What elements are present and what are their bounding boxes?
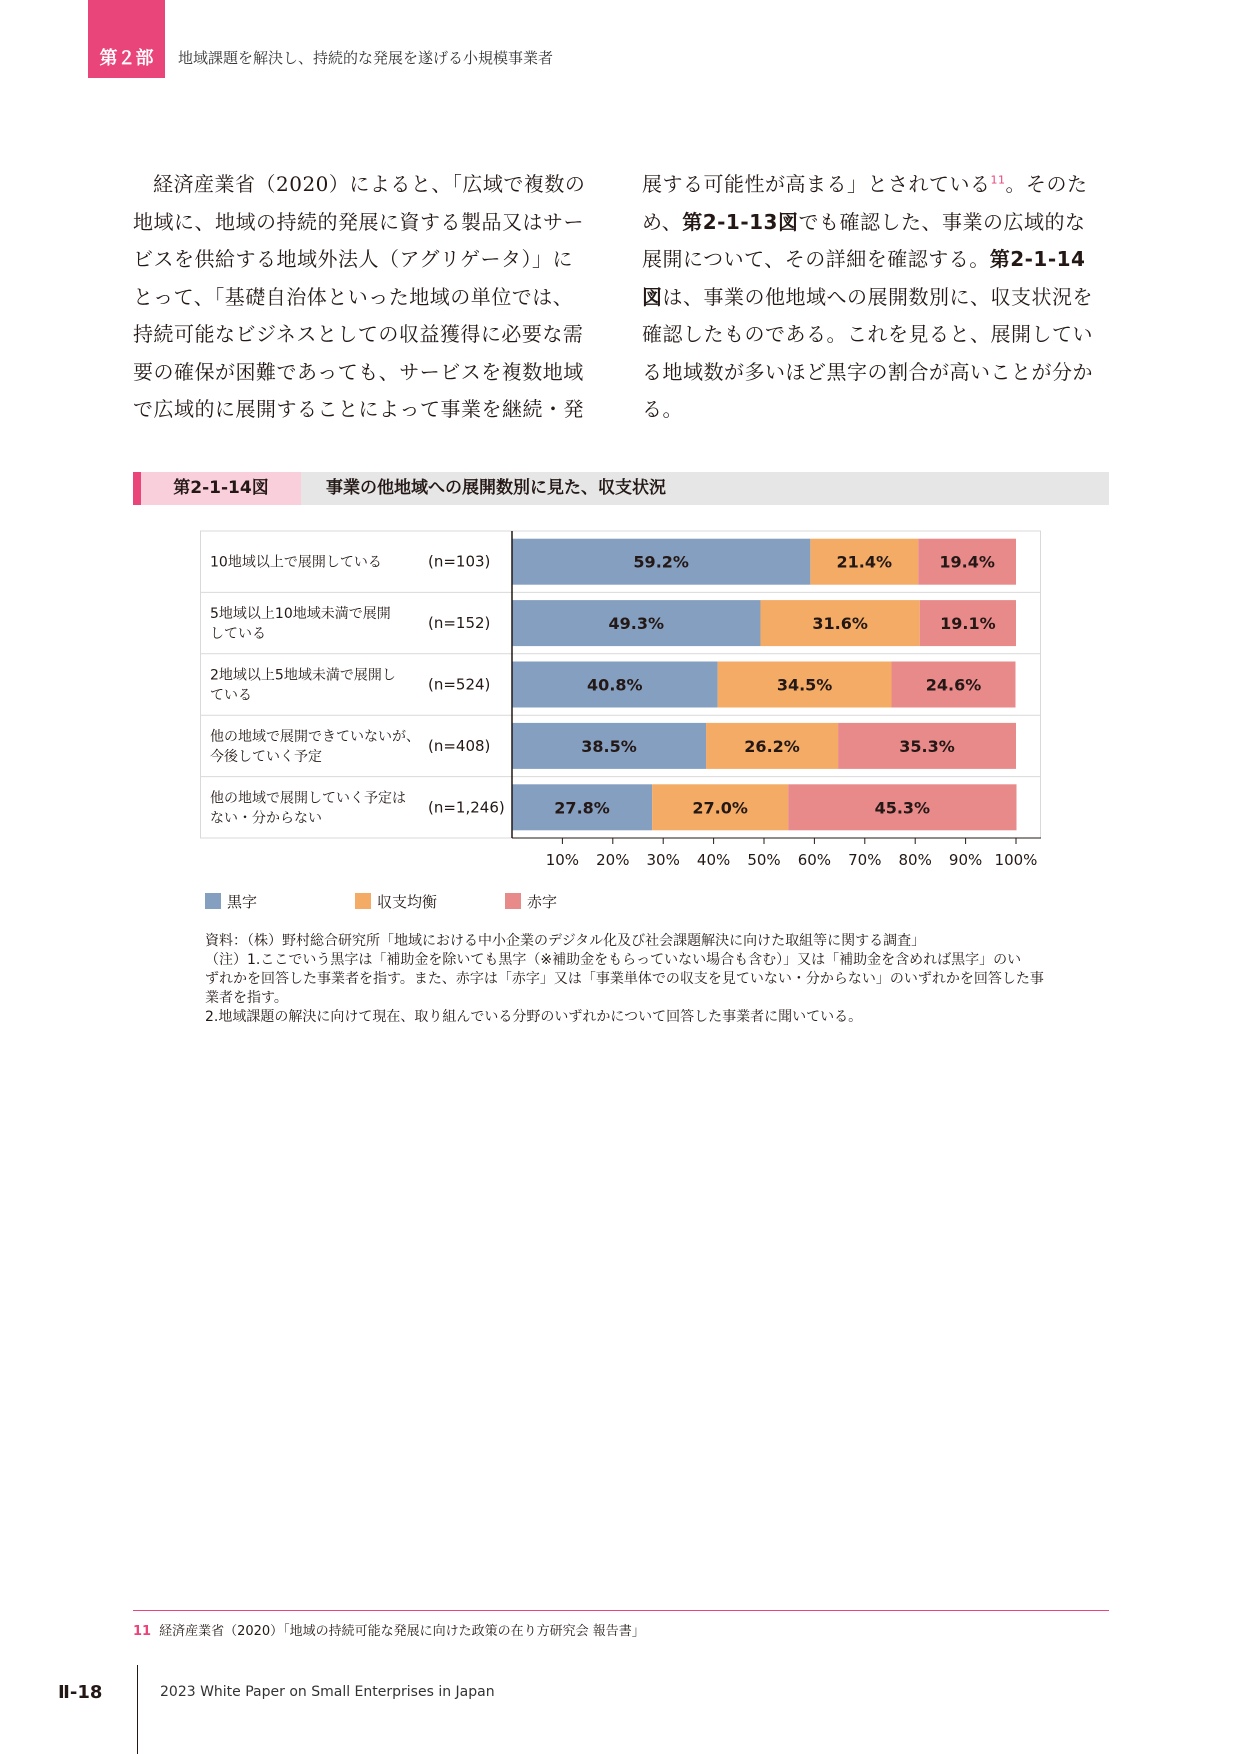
x-tick-label: 10%: [545, 851, 580, 869]
note-line: （注）1.ここでいう黒字は「補助金を除いても黒字（※補助金をもらっていない場合も含む）」又は「補助金を含めれば黒字」のい: [205, 952, 1022, 968]
category-label: 5地域以上10地域未満で展開: [210, 606, 391, 623]
x-tick-label: 50%: [747, 851, 781, 869]
data-label: 38.5%: [581, 736, 637, 756]
data-label: 19.1%: [940, 614, 996, 634]
figure-ref[interactable]: 第2-1-14: [989, 247, 1086, 271]
x-tick-label: 70%: [848, 851, 882, 869]
figure-header: [133, 472, 1109, 505]
n-label: (n=103): [428, 552, 491, 571]
body-line: 要の確保が困難であっても、サービスを複数地域: [133, 359, 584, 384]
figure-notes: [205, 932, 1045, 1027]
body-line: で広域的に展開することによって事業を継続・発: [133, 397, 584, 421]
body-right-column: [642, 166, 1112, 429]
note-line: ずれかを回答した事業者を指す。また、赤字は「赤字」又は「事業単体での収支を見ていない・分からない」のいずれかを回答した事: [205, 971, 1044, 987]
legend-item-black: [205, 891, 257, 912]
category-label: 今後していく予定: [210, 748, 322, 765]
legend-label: 赤字: [527, 893, 558, 911]
x-tick-label: 100%: [994, 851, 1038, 869]
n-label: (n=1,246): [428, 798, 505, 817]
data-label: 27.0%: [692, 798, 748, 818]
body-line: 持続可能なビジネスとしての収益獲得に必要な需: [133, 322, 584, 346]
note-line: 業者を指す。: [205, 990, 288, 1006]
category-label: ている: [210, 687, 252, 704]
body-text: 展開について、その詳細を確認する。: [642, 247, 990, 271]
data-label: 31.6%: [812, 614, 868, 634]
category-label: ない・分からない: [210, 810, 322, 827]
data-label: 26.2%: [744, 736, 800, 756]
figure-header-accent: [133, 472, 141, 505]
category-label: 10地域以上で展開している: [210, 554, 382, 571]
footnote-text: 経済産業省（2020）「地域の持続可能な発展に向けた政策の在り方研究会 報告書」: [159, 1624, 645, 1639]
body-left-column: [133, 166, 601, 429]
publication-title: 2023 White Paper on Small Enterprises in Japan: [160, 1684, 495, 1700]
body-text: でも確認した、事業の広域的な: [798, 209, 1086, 234]
legend-label: 黒字: [227, 893, 258, 911]
legend-swatch: [355, 893, 371, 909]
category-label: 他の地域で展開していく予定は: [210, 790, 406, 807]
figure-ref[interactable]: 第2-1-13図: [682, 209, 799, 234]
note-line: 2.地域課題の解決に向けて現在、取り組んでいる分野のいずれかについて回答した事業者に聞いている。: [205, 1009, 863, 1025]
body-line: る地域数が多いほど黒字の割合が高いことが分か: [642, 359, 1093, 384]
x-tick-label: 90%: [948, 851, 983, 869]
figure-ref[interactable]: 図: [642, 284, 663, 309]
figure-number: 第2-1-14図: [141, 472, 301, 505]
footnote-ref[interactable]: 11: [990, 173, 1006, 187]
x-tick-label: 60%: [797, 851, 832, 869]
part-title: 地域課題を解決し、持続的な発展を遂げる小規模事業者: [178, 49, 554, 67]
body-text: め、: [642, 209, 683, 234]
data-label: 59.2%: [633, 552, 689, 572]
body-line: 確認したものである。これを見ると、展開してい: [642, 322, 1093, 346]
source-note: 資料：（株）野村総合研究所「地域における中小企業のデジタル化及び社会課題解決に向けた取組等に関する調査」: [205, 933, 926, 949]
category-label: 2地域以上5地域未満で展開し: [210, 667, 396, 684]
body-text: は、事業の他地域への展開数別に、収支状況を: [662, 284, 1093, 309]
data-label: 34.5%: [776, 675, 833, 695]
n-label: (n=524): [428, 675, 491, 694]
body-line: 経済産業省（2020）によると、「広域で複数の: [153, 172, 586, 196]
body-line: ビスを供給する地域外法人（アグリゲータ）」に: [133, 247, 573, 271]
x-tick-label: 80%: [898, 851, 932, 869]
category-label: 他の地域で展開できていないが、: [210, 728, 420, 745]
data-label: 45.3%: [874, 798, 931, 818]
stacked-bar-chart: [200, 530, 1042, 880]
body-text: 。そのた: [1005, 172, 1088, 196]
footnote: [133, 1620, 645, 1639]
body-line: とって、「基礎自治体といった地域の単位では、: [133, 284, 574, 309]
figure-title: 事業の他地域への展開数別に見た、収支状況: [326, 478, 666, 498]
data-label: 27.8%: [554, 798, 610, 818]
data-label: 35.3%: [899, 736, 955, 756]
body-line: 地域に、地域の持続的発展に資する製品又はサー: [133, 209, 584, 234]
legend-swatch: [205, 893, 221, 909]
body-text: 展する可能性が高まる」とされている: [642, 172, 991, 196]
legend-label: 収支均衡: [377, 893, 438, 911]
footer-divider: [137, 1665, 138, 1754]
footnote-divider: [133, 1610, 1109, 1611]
legend-item-red: [505, 891, 557, 912]
n-label: (n=152): [428, 614, 491, 633]
footnote-number: 11: [133, 1624, 152, 1639]
body-line: る。: [642, 397, 683, 421]
data-label: 40.8%: [587, 675, 643, 695]
part-label: 第２部: [99, 48, 154, 69]
legend-item-balanced: [355, 891, 437, 912]
n-label: (n=408): [428, 736, 491, 755]
data-label: 19.4%: [939, 552, 995, 572]
data-label: 49.3%: [608, 614, 664, 634]
x-tick-label: 30%: [646, 851, 680, 869]
category-label: している: [210, 626, 266, 643]
legend-swatch: [505, 893, 521, 909]
x-tick-label: 40%: [696, 851, 731, 869]
page-number: Ⅱ-18: [58, 1682, 103, 1703]
data-label: 21.4%: [836, 552, 893, 572]
x-tick-label: 20%: [596, 851, 630, 869]
data-label: 24.6%: [925, 675, 982, 695]
part-tab: [88, 0, 165, 78]
